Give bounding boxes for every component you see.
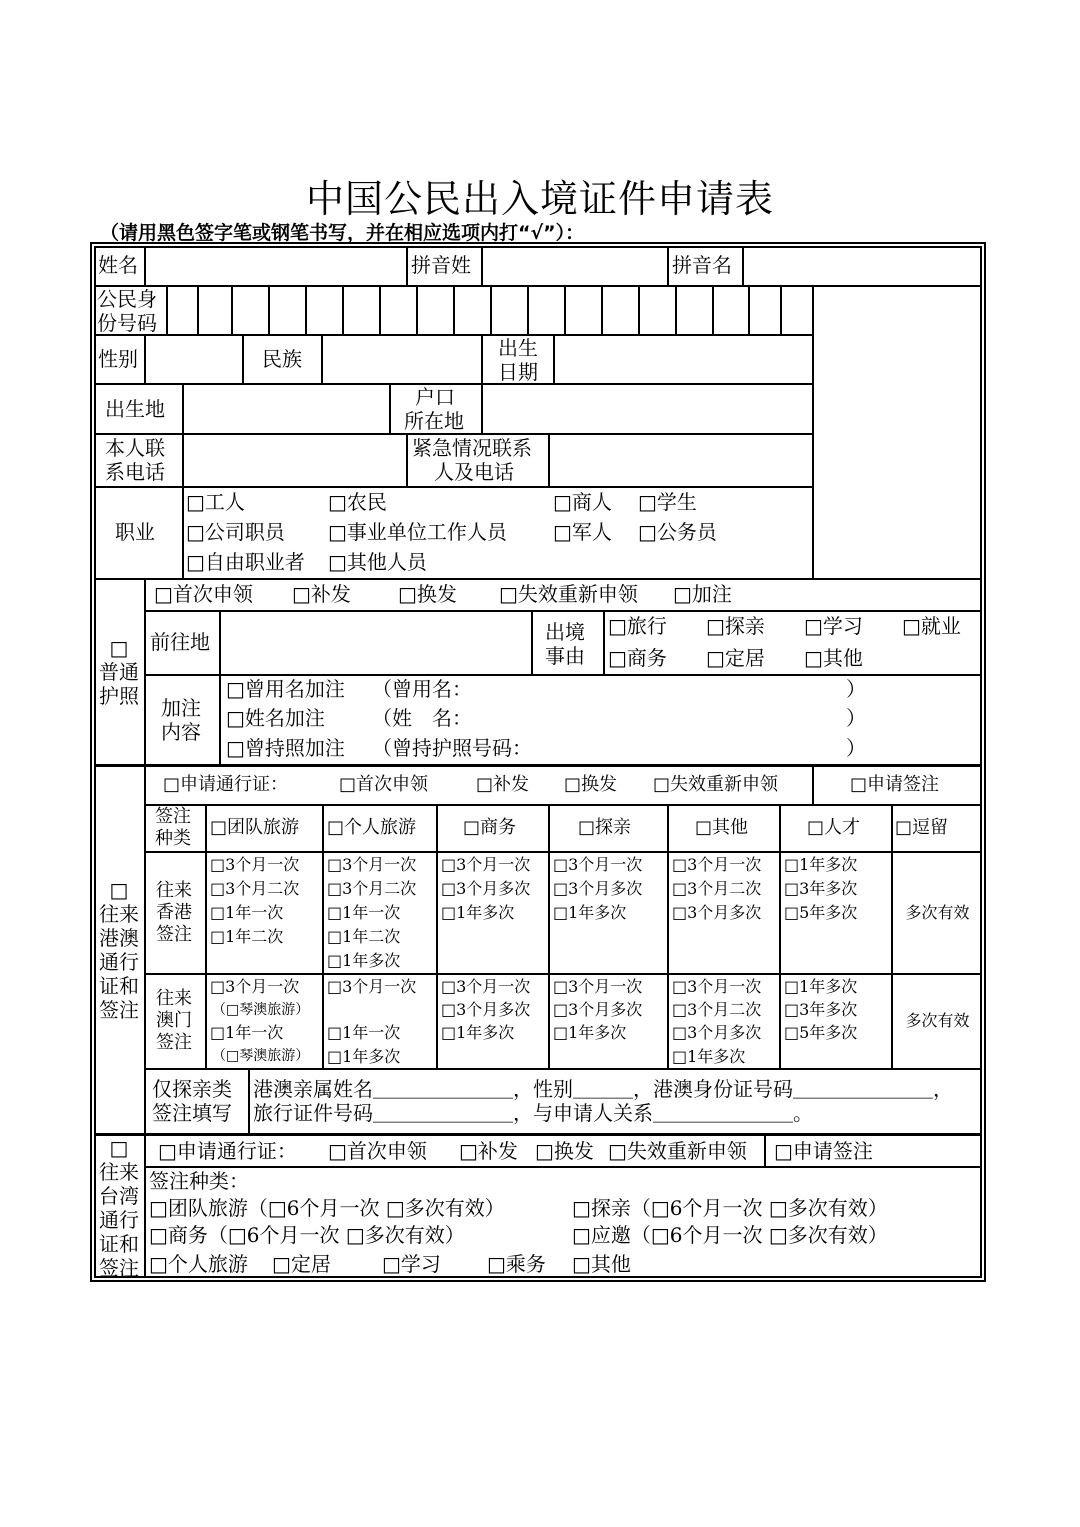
label-family-visa-line2: 签注填写 [152,1101,232,1125]
label-tw-line1: 往来 [99,1160,139,1184]
checkbox-freelancer[interactable]: □自由职业者 [186,550,305,574]
checkbox-business[interactable]: □商务 [608,646,667,670]
label-visa-type-line2: 种类 [155,828,191,849]
label-tw-line5: 签注 [99,1256,139,1280]
divider [322,804,324,1069]
checkbox-tw-other[interactable]: □其他 [572,1252,631,1276]
checkbox-mo-option[interactable]: □1年多次 [672,1047,746,1066]
label-phone-line2: 系电话 [105,460,165,484]
checkbox-reapply-invalid[interactable]: □失效重新申领 [499,582,638,606]
checkbox-hk-option[interactable]: □1年一次 [327,903,401,922]
checkbox-taiwan[interactable]: □ [109,1136,129,1160]
checkbox-hk-option[interactable]: □1年二次 [210,927,284,946]
divider [531,610,533,675]
divider [242,334,244,384]
checkbox-mo-hengqin[interactable]: （□琴澳旅游） [212,1002,310,1018]
checkbox-tw-visa[interactable]: □申请签注 [774,1139,873,1163]
form-instructions: （请用黑色签字笔或钢笔书写，并在相应选项内打“√”）： [100,222,585,244]
divider [144,804,982,806]
divider [248,1068,250,1134]
label-mo-line2: 澳门 [156,1010,192,1031]
checkbox-worker[interactable]: □工人 [186,490,245,514]
checkbox-hk-option[interactable]: □1年二次 [327,927,401,946]
checkbox-military[interactable]: □军人 [553,520,612,544]
divider [779,804,781,1069]
checkbox-hkmo-reapply[interactable]: □失效重新申领 [653,774,779,795]
checkbox-tw-individual-tour[interactable]: □个人旅游 [149,1252,248,1276]
label-pinyin-surname: 拼音姓 [411,253,471,277]
checkbox-hk-option[interactable]: □1年多次 [441,903,515,922]
label-passport-line2: 护照 [99,684,139,708]
field-phone[interactable] [184,435,404,485]
bracket-close: ） [846,677,866,701]
divider [144,578,146,1278]
checkbox-mo-option[interactable]: □3个月一次 [672,977,762,996]
label-mo-line3: 签注 [156,1032,192,1053]
checkbox-hk-option[interactable]: □3个月二次 [672,879,762,898]
bracket-close: ） [846,736,866,760]
checkbox-settle[interactable]: □定居 [706,646,765,670]
label-emergency-line1: 紧急情况联系 [412,436,532,460]
field-emergency-contact[interactable] [550,435,810,485]
label-hk-line2: 香港 [156,902,192,923]
checkbox-hk-option[interactable]: □3个月一次 [441,855,531,874]
checkbox-tw-permit[interactable]: □申请通行证： [158,1139,297,1163]
label-tw-line2: 台湾 [99,1184,139,1208]
label-dob-line1: 出生 [498,336,538,360]
checkbox-civil-servant[interactable]: □公务员 [638,520,717,544]
checkbox-mo-option[interactable]: □3个月一次 [553,977,643,996]
checkbox-endorsement[interactable]: □加注 [673,582,732,606]
checkbox-hk-option[interactable]: □3个月多次 [672,903,762,922]
checkbox-tw-settle[interactable]: □定居 [272,1252,331,1276]
field-birthplace[interactable] [184,385,387,431]
checkbox-hk-option[interactable]: □3个月二次 [327,879,417,898]
checkbox-hkmo[interactable]: □ [109,878,129,902]
label-tw-line4: 证和 [99,1232,139,1256]
checkbox-hkmo-business[interactable]: □商务 [463,817,517,838]
label-former-passport: （曾持护照号码： [372,736,532,760]
checkbox-hk-option[interactable]: □3个月多次 [553,879,643,898]
checkbox-stay[interactable]: □逗留 [895,817,949,838]
checkbox-former-name[interactable]: □曾用名加注 [226,677,345,701]
label-hkmo-line3: 通行 [99,950,139,974]
label-hkmo-line1: 往来 [99,902,139,926]
checkbox-other-purpose[interactable]: □其他 [804,646,863,670]
checkbox-hkmo-reissue[interactable]: □补发 [476,774,530,795]
checkbox-mo-hengqin[interactable]: （□琴澳旅游） [212,1048,310,1064]
field-gender[interactable] [146,336,240,382]
divider [667,804,669,1069]
label-occupation: 职业 [115,520,155,544]
checkbox-tw-crew[interactable]: □乘务 [487,1252,546,1276]
checkbox-mo-option[interactable]: □3个月二次 [672,1000,762,1019]
checkbox-hk-option[interactable]: □1年多次 [553,903,627,922]
checkbox-hk-option[interactable]: □3个月一次 [210,855,300,874]
checkbox-mo-option[interactable]: □3个月多次 [553,1000,643,1019]
field-destination[interactable] [221,612,529,673]
label-id-number-line2: 份号码 [97,311,157,335]
checkbox-hkmo-renew[interactable]: □换发 [564,774,618,795]
label-hukou-line1: 户口 [415,385,455,409]
field-hukou[interactable] [483,385,810,431]
divider [406,433,408,487]
checkbox-mo-option[interactable]: □1年一次 [327,1023,401,1042]
checkbox-merchant[interactable]: □商人 [553,490,612,514]
checkbox-name-endorse[interactable]: □姓名加注 [226,706,325,730]
divider [667,246,669,286]
label-purpose-line2: 事由 [545,644,585,668]
divider [144,1166,982,1168]
divider [436,804,438,1069]
label-gender: 性别 [98,347,138,371]
field-id-number[interactable] [168,287,812,333]
field-pinyin-surname[interactable] [483,248,665,284]
field-pinyin-name[interactable] [744,248,980,284]
checkbox-hkmo-permit[interactable]: □申请通行证： [163,774,289,795]
label-purpose-line1: 出境 [545,620,585,644]
divider [389,383,391,434]
divider [764,1133,766,1167]
divider [144,1068,982,1070]
checkbox-tw-group-tour[interactable]: □团队旅游（□6个月一次 □多次有效） [149,1196,505,1220]
divider [205,804,207,1069]
divider [94,764,982,767]
form-title: 中国公民出入境证件申请表 [305,177,774,221]
checkbox-mo-option[interactable]: □3个月多次 [672,1023,762,1042]
checkbox-tw-reapply[interactable]: □失效重新申领 [608,1139,747,1163]
checkbox-group-tour[interactable]: □团队旅游 [210,817,300,838]
field-name[interactable] [146,248,404,284]
checkbox-renew[interactable]: □换发 [398,582,457,606]
checkbox-individual-tour[interactable]: □个人旅游 [327,817,417,838]
checkbox-tw-reissue[interactable]: □补发 [459,1139,518,1163]
label-passport-line1: 普通 [99,660,139,684]
divider [94,1133,982,1136]
checkbox-hk-option[interactable]: □3个月一次 [553,855,643,874]
checkbox-mo-option[interactable]: □3个月多次 [441,1000,531,1019]
checkbox-company-staff[interactable]: □公司职员 [186,520,285,544]
divider [144,674,982,676]
checkbox-student[interactable]: □学生 [638,490,697,514]
label-dob-line2: 日期 [498,360,538,384]
label-hkmo-line2: 港澳 [99,926,139,950]
label-multiple-valid: 多次有效 [905,903,970,922]
label-hk-line3: 签注 [156,924,192,945]
checkbox-mo-option[interactable]: □3个月一次 [327,977,417,996]
label-emergency-line2: 人及电话 [434,460,514,484]
divider [182,486,184,579]
checkbox-former-passport[interactable]: □曾持照加注 [226,736,345,760]
checkbox-tw-first[interactable]: □首次申领 [328,1139,427,1163]
checkbox-hkmo-family[interactable]: □探亲 [578,817,632,838]
label-tw-line3: 通行 [99,1208,139,1232]
checkbox-mo-option[interactable]: □1年一次 [210,1023,284,1042]
checkbox-employment[interactable]: □就业 [902,614,961,638]
label-family-visa-line1: 仅探亲类 [152,1077,232,1101]
checkbox-mo-option[interactable]: □5年多次 [784,1023,858,1042]
checkbox-hk-option[interactable]: □1年多次 [327,951,401,970]
divider [548,804,550,1069]
label-former-name: （曾用名： [372,677,472,701]
checkbox-hk-option[interactable]: □3个月一次 [327,855,417,874]
checkbox-hk-option[interactable]: □5年多次 [784,903,858,922]
checkbox-farmer[interactable]: □农民 [328,490,387,514]
checkbox-study[interactable]: □学习 [804,614,863,638]
checkbox-hkmo-other[interactable]: □其他 [695,817,749,838]
checkbox-hk-option[interactable]: □3个月一次 [672,855,762,874]
checkbox-mo-option[interactable]: □1年多次 [553,1023,627,1042]
checkbox-mo-option[interactable]: □1年多次 [441,1023,515,1042]
checkbox-hk-option[interactable]: □3个月二次 [210,879,300,898]
label-id-number-line1: 公民身 [97,287,157,311]
checkbox-hk-option[interactable]: □3年多次 [784,879,858,898]
checkbox-hkmo-first[interactable]: □首次申领 [339,774,429,795]
label-endorse-line2: 内容 [161,720,201,744]
checkbox-mo-option[interactable]: □3年多次 [784,1000,858,1019]
checkbox-hkmo-visa[interactable]: □申请签注 [850,774,940,795]
bracket-close: ） [846,706,866,730]
divider [603,610,605,675]
checkbox-mo-option[interactable]: □1年多次 [327,1047,401,1066]
checkbox-tw-invited[interactable]: □应邀（□6个月一次 □多次有效） [572,1223,888,1247]
divider [94,578,982,580]
checkbox-visit-family[interactable]: □探亲 [706,614,765,638]
field-ethnicity[interactable] [323,336,479,382]
label-name-endorse: （姓 名： [372,706,472,730]
checkbox-reissue[interactable]: □补发 [292,582,351,606]
label-hkmo-line5: 签注 [99,998,139,1022]
checkbox-tw-business[interactable]: □商务（□6个月一次 □多次有效） [149,1223,465,1247]
checkbox-travel[interactable]: □旅行 [608,614,667,638]
checkbox-mo-option[interactable]: □3个月一次 [210,977,300,996]
label-ethnicity: 民族 [262,347,302,371]
checkbox-hk-option[interactable]: □3个月多次 [441,879,531,898]
label-birthplace: 出生地 [105,397,165,421]
field-travel-document-relation[interactable]: 旅行证件号码＿＿＿＿＿＿＿，与申请人关系＿＿＿＿＿＿＿。 [253,1101,813,1125]
checkbox-first-apply[interactable]: □首次申领 [154,582,253,606]
field-dob[interactable] [555,336,810,382]
label-hukou-line2: 所在地 [404,409,464,433]
divider [219,674,221,765]
label-pinyin-name: 拼音名 [672,253,732,277]
label-visa-type-line1: 签注 [155,806,191,827]
divider [812,764,814,805]
photo-area [814,287,980,577]
label-endorse-line1: 加注 [161,696,201,720]
label-tw-visa-type: 签注种类： [149,1169,249,1193]
label-multiple-valid: 多次有效 [905,1011,970,1030]
label-name: 姓名 [98,253,138,277]
label-phone-line1: 本人联 [105,436,165,460]
checkbox-passport[interactable]: □ [109,636,129,660]
field-hkmo-relative-info[interactable]: 港澳亲属姓名＿＿＿＿＿＿＿，性别＿＿＿，港澳身份证号码＿＿＿＿＿＿＿， [253,1077,953,1101]
checkbox-mo-option[interactable]: □1年多次 [784,977,858,996]
checkbox-tw-study[interactable]: □学习 [382,1252,441,1276]
divider [406,246,408,286]
divider [481,334,483,384]
divider [94,486,814,488]
checkbox-hk-option[interactable]: □1年一次 [210,903,284,922]
label-hk-line1: 往来 [156,880,192,901]
checkbox-tw-renew[interactable]: □换发 [535,1139,594,1163]
label-destination: 前往地 [150,630,210,654]
checkbox-other-personnel[interactable]: □其他人员 [328,550,427,574]
checkbox-public-institution[interactable]: □事业单位工作人员 [328,520,507,544]
checkbox-tw-family[interactable]: □探亲（□6个月一次 □多次有效） [572,1196,888,1220]
checkbox-mo-option[interactable]: □3个月一次 [441,977,531,996]
label-mo-line1: 往来 [156,988,192,1009]
checkbox-talent[interactable]: □人才 [807,817,861,838]
checkbox-hk-option[interactable]: □1年多次 [784,855,858,874]
label-hkmo-line4: 证和 [99,974,139,998]
